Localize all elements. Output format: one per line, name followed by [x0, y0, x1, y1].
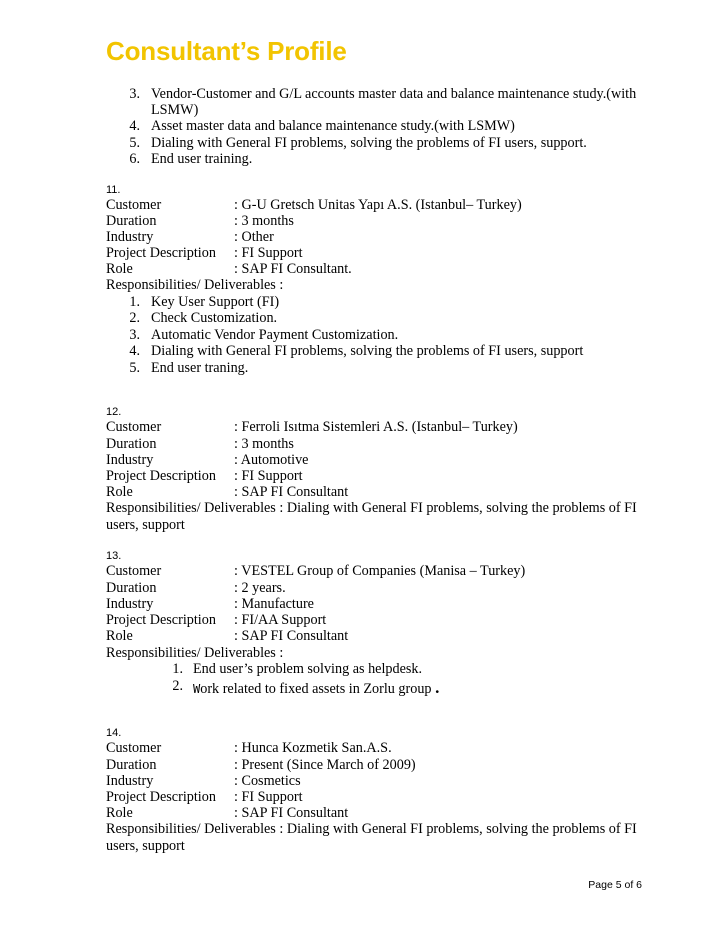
customer-label: Customer — [106, 197, 162, 213]
project-description-label: Project Description — [106, 245, 216, 261]
page-number: Page 5 of 6 — [588, 879, 642, 891]
project-description-value: : FI Support — [234, 245, 303, 261]
role-label: Role — [106, 628, 133, 644]
role-label: Role — [106, 805, 133, 821]
role-value: : SAP FI Consultant — [234, 805, 349, 821]
duration-label: Duration — [106, 436, 157, 452]
list-item: End user training. — [151, 151, 253, 167]
list-item: End user traning. — [151, 360, 249, 376]
project-description-value: : FI Support — [234, 468, 303, 484]
role-value: : SAP FI Consultant — [234, 628, 349, 644]
customer-value: : Hunca Kozmetik San.A.S. — [234, 740, 392, 756]
list-item-number: 1. — [129, 294, 140, 310]
responsibilities-text: Responsibilities/ Deliverables : Dialing with General FI problems, solving the problems of FI — [106, 821, 637, 837]
list-item-number: 6. — [129, 151, 140, 167]
industry-value: : Cosmetics — [234, 773, 301, 789]
list-item-number: 4. — [129, 343, 140, 359]
role-value: : SAP FI Consultant — [234, 484, 349, 500]
project-description-label: Project Description — [106, 789, 216, 805]
project-description-value: : FI Support — [234, 789, 303, 805]
duration-value: : 3 months — [234, 436, 294, 452]
project-description-label: Project Description — [106, 612, 216, 628]
industry-value: : Automotive — [234, 452, 309, 468]
duration-value: : 2 years. — [234, 580, 286, 596]
list-item: Dialing with General FI problems, solving the problems of FI users, support — [151, 343, 584, 359]
responsibilities-text: Responsibilities/ Deliverables : Dialing with General FI problems, solving the problems of FI — [106, 500, 637, 516]
customer-label: Customer — [106, 563, 162, 579]
list-item-number: 2. — [129, 310, 140, 326]
list-item-number: 3. — [129, 86, 140, 102]
industry-label: Industry — [106, 773, 154, 789]
duration-value: : Present (Since March of 2009) — [234, 757, 416, 773]
list-item-continuation: LSMW) — [151, 102, 199, 118]
list-item: Key User Support (FI) — [151, 294, 280, 310]
project-number: 12. — [106, 406, 122, 418]
list-item-number: 3. — [129, 327, 140, 343]
industry-label: Industry — [106, 596, 154, 612]
industry-value: : Other — [234, 229, 274, 245]
responsibilities-label: Responsibilities/ Deliverables : — [106, 277, 284, 293]
customer-label: Customer — [106, 740, 162, 756]
customer-value: : VESTEL Group of Companies (Manisa – Turkey) — [234, 563, 526, 579]
list-item: Asset master data and balance maintenance study.(with LSMW) — [151, 118, 515, 134]
list-item: End user’s problem solving as helpdesk. — [193, 661, 423, 677]
duration-label: Duration — [106, 213, 157, 229]
industry-label: Industry — [106, 452, 154, 468]
list-item: Automatic Vendor Payment Customization. — [151, 327, 399, 343]
list-item-number: 5. — [129, 360, 140, 376]
customer-value: : G-U Gretsch Unitas Yapı A.S. (Istanbul– Turkey) — [234, 197, 522, 213]
list-item-number: 4. — [129, 118, 140, 134]
responsibilities-continuation: users, support — [106, 838, 185, 854]
list-item-number: 1. — [172, 661, 183, 677]
list-item: Vendor-Customer and G/L accounts master data and balance maintenance study.(with — [151, 86, 637, 102]
project-number: 11. — [106, 184, 121, 196]
list-item-period: . — [435, 678, 440, 697]
responsibilities-continuation: users, support — [106, 517, 185, 533]
duration-label: Duration — [106, 757, 157, 773]
project-description-label: Project Description — [106, 468, 216, 484]
project-number: 14. — [106, 727, 122, 739]
list-item-number: 2. — [172, 678, 183, 694]
customer-value: : Ferroli Isıtma Sistemleri A.S. (Istanbul– Turkey) — [234, 419, 518, 435]
industry-label: Industry — [106, 229, 154, 245]
role-label: Role — [106, 484, 133, 500]
role-value: : SAP FI Consultant. — [234, 261, 352, 277]
list-item-text: ork related to fixed assets in Zorlu group — [200, 681, 432, 697]
list-item — [193, 678, 439, 698]
duration-value: : 3 months — [234, 213, 294, 229]
project-number: 13. — [106, 550, 122, 562]
role-label: Role — [106, 261, 133, 277]
duration-label: Duration — [106, 580, 157, 596]
list-item-number: 5. — [129, 135, 140, 151]
list-item: Check Customization. — [151, 310, 278, 326]
page-title: Consultant’s Profile — [106, 36, 347, 66]
responsibilities-label: Responsibilities/ Deliverables : — [106, 645, 284, 661]
list-item: Dialing with General FI problems, solving the problems of FI users, support. — [151, 135, 587, 151]
list-item-initial: W — [193, 682, 201, 696]
project-description-value: : FI/AA Support — [234, 612, 327, 628]
customer-label: Customer — [106, 419, 162, 435]
industry-value: : Manufacture — [234, 596, 314, 612]
